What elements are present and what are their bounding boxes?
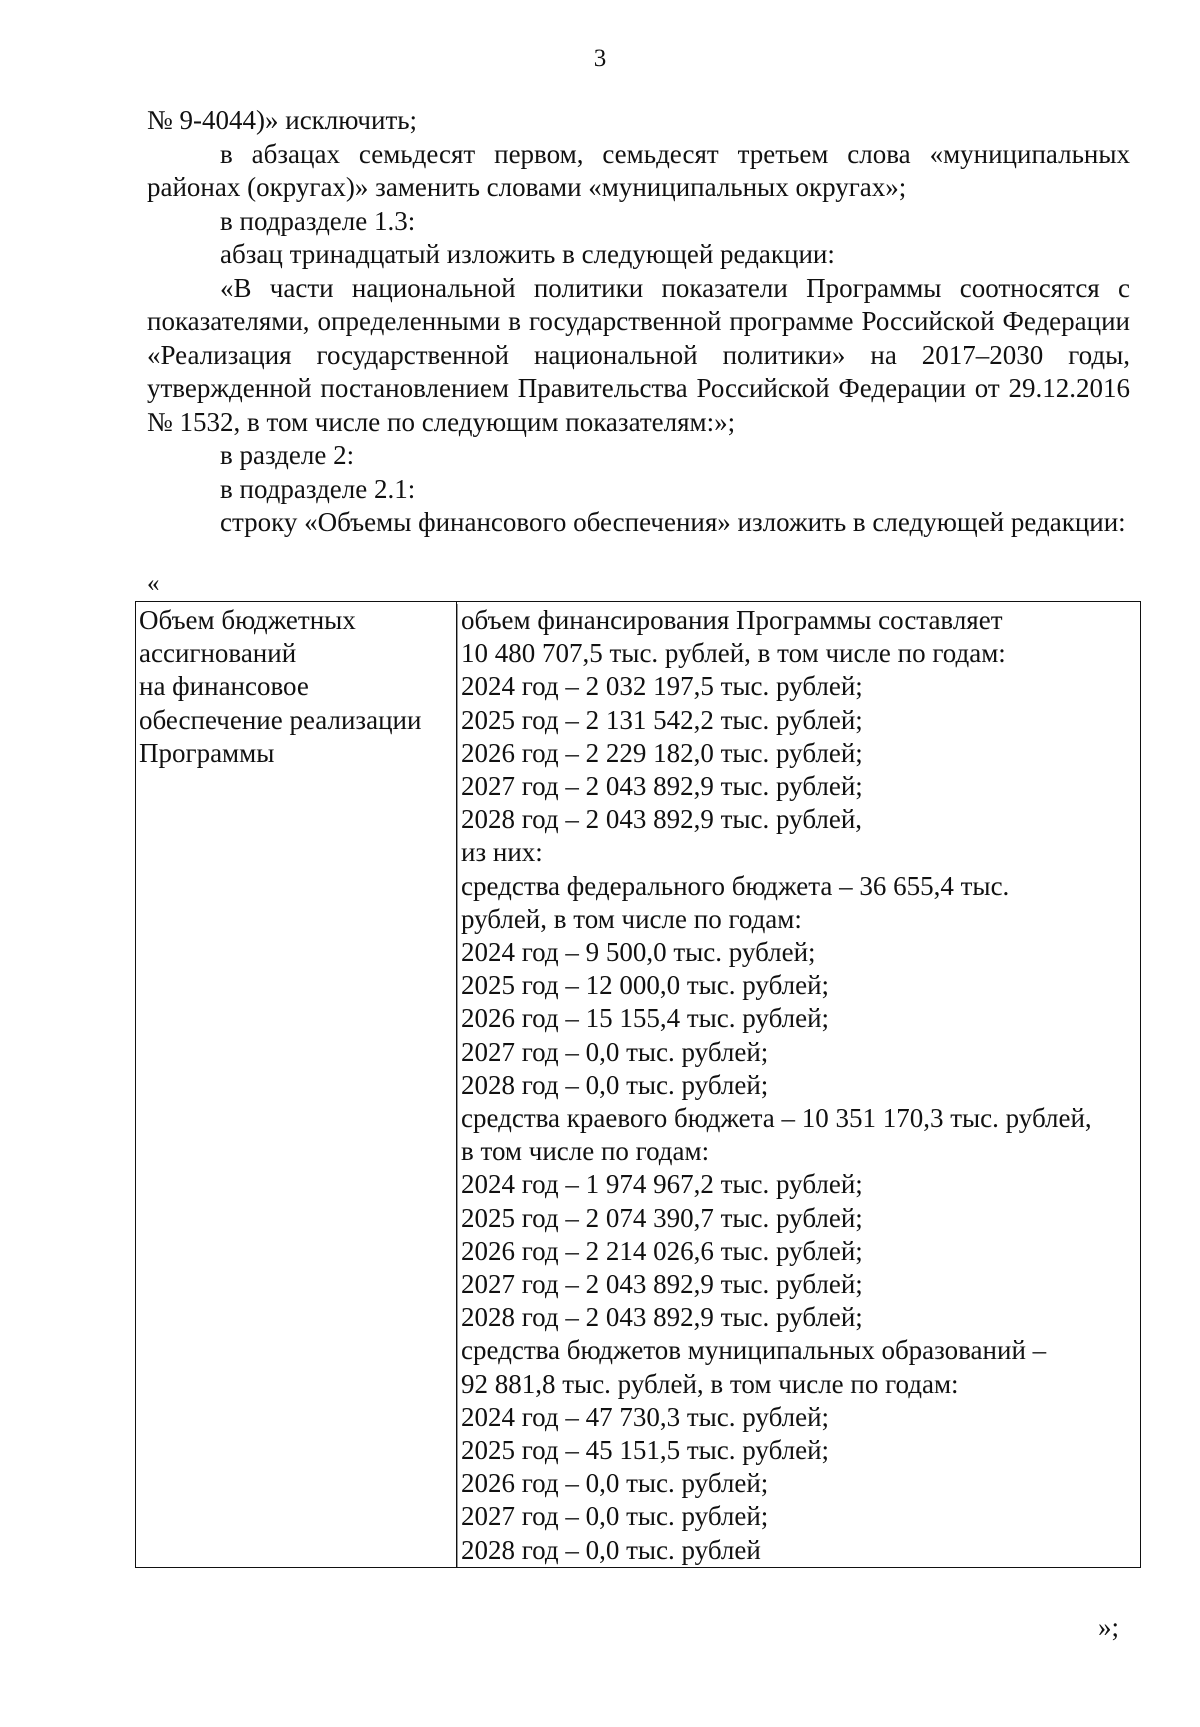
value-line: 2027 год – 2 043 892,9 тыс. рублей; xyxy=(457,1268,1137,1301)
value-line: объем финансирования Программы составляет xyxy=(457,604,1137,637)
label-line: на финансовое xyxy=(139,671,309,702)
body-text xyxy=(147,104,1130,540)
table-cell-values xyxy=(457,602,1141,1568)
label-line: Программы xyxy=(139,737,275,768)
value-line: 2027 год – 0,0 тыс. рублей; xyxy=(457,1500,1137,1533)
paragraph: «В части национальной политики показатели Программы соотносятся с показателями, определенными в государственной программе Российской Федерации «Реализация государственной национальной политики» на 2017–2030 годы, утвержденной постановлением Правительства Российской Федерации от 29.12.2016 № 1532, в том числе по следующим показателям:»; xyxy=(147,272,1130,437)
value-line: 2026 год – 0,0 тыс. рублей; xyxy=(457,1467,1137,1500)
paragraph: в абзацах семьдесят первом, семьдесят третьем слова «муниципальных районах (округах)» заменить словами «муниципальных округах»; xyxy=(147,138,1130,202)
label-line: Объем бюджетных xyxy=(139,605,356,635)
value-line: 2028 год – 0,0 тыс. рублей xyxy=(457,1534,1137,1567)
value-line: 2028 год – 2 043 892,9 тыс. рублей; xyxy=(457,1301,1137,1334)
value-line: средства федерального бюджета – 36 655,4 тыс. xyxy=(457,870,1137,903)
value-line: 2025 год – 2 074 390,7 тыс. рублей; xyxy=(457,1202,1137,1235)
value-line: из них: xyxy=(457,836,1137,869)
paragraph: в подразделе 2.1: xyxy=(220,473,416,504)
value-line: 10 480 707,5 тыс. рублей, в том числе по годам: xyxy=(457,637,1137,670)
value-line: 2028 год – 0,0 тыс. рублей; xyxy=(457,1069,1137,1102)
value-line: 2026 год – 2 229 182,0 тыс. рублей; xyxy=(457,737,1137,770)
paragraph: в разделе 2: xyxy=(220,440,355,470)
value-line: 2024 год – 1 974 967,2 тыс. рублей; xyxy=(457,1168,1137,1201)
table-cell-label xyxy=(136,602,457,1568)
paragraph: в подразделе 1.3: xyxy=(220,205,416,236)
value-line: 2028 год – 2 043 892,9 тыс. рублей, xyxy=(457,803,1137,836)
value-line: в том числе по годам: xyxy=(457,1135,1137,1168)
paragraph: абзац тринадцатый изложить в следующей редакции: xyxy=(220,239,835,269)
value-line: 2024 год – 2 032 197,5 тыс. рублей; xyxy=(457,670,1137,703)
value-line: 2027 год – 2 043 892,9 тыс. рублей; xyxy=(457,770,1137,803)
open-quote: « xyxy=(147,570,160,597)
value-line: 92 881,8 тыс. рублей, в том числе по годам: xyxy=(457,1368,1137,1401)
value-line: 2025 год – 45 151,5 тыс. рублей; xyxy=(457,1434,1137,1467)
value-line: средства краевого бюджета – 10 351 170,3 тыс. рублей, xyxy=(457,1102,1137,1135)
close-quote: »; xyxy=(1098,1612,1120,1642)
table-row xyxy=(136,602,1141,1568)
value-line: средства бюджетов муниципальных образований – xyxy=(457,1334,1137,1367)
value-line: 2027 год – 0,0 тыс. рублей; xyxy=(457,1036,1137,1069)
value-line: 2025 год – 2 131 542,2 тыс. рублей; xyxy=(457,704,1137,737)
label-line: обеспечение реализации xyxy=(139,704,422,735)
paragraph: строку «Объемы финансового обеспечения» изложить в следующей редакции: xyxy=(220,507,1126,537)
paragraph: № 9-4044)» исключить; xyxy=(147,105,418,135)
value-line: 2026 год – 15 155,4 тыс. рублей; xyxy=(457,1002,1137,1035)
value-line: 2024 год – 47 730,3 тыс. рублей; xyxy=(457,1401,1137,1434)
value-line: 2024 год – 9 500,0 тыс. рублей; xyxy=(457,936,1137,969)
value-line: рублей, в том числе по годам: xyxy=(457,903,1137,936)
label-line: ассигнований xyxy=(139,638,297,669)
page-number: 3 xyxy=(593,45,607,72)
financing-table xyxy=(135,601,1141,1568)
value-line: 2025 год – 12 000,0 тыс. рублей; xyxy=(457,969,1137,1002)
value-line: 2026 год – 2 214 026,6 тыс. рублей; xyxy=(457,1235,1137,1268)
